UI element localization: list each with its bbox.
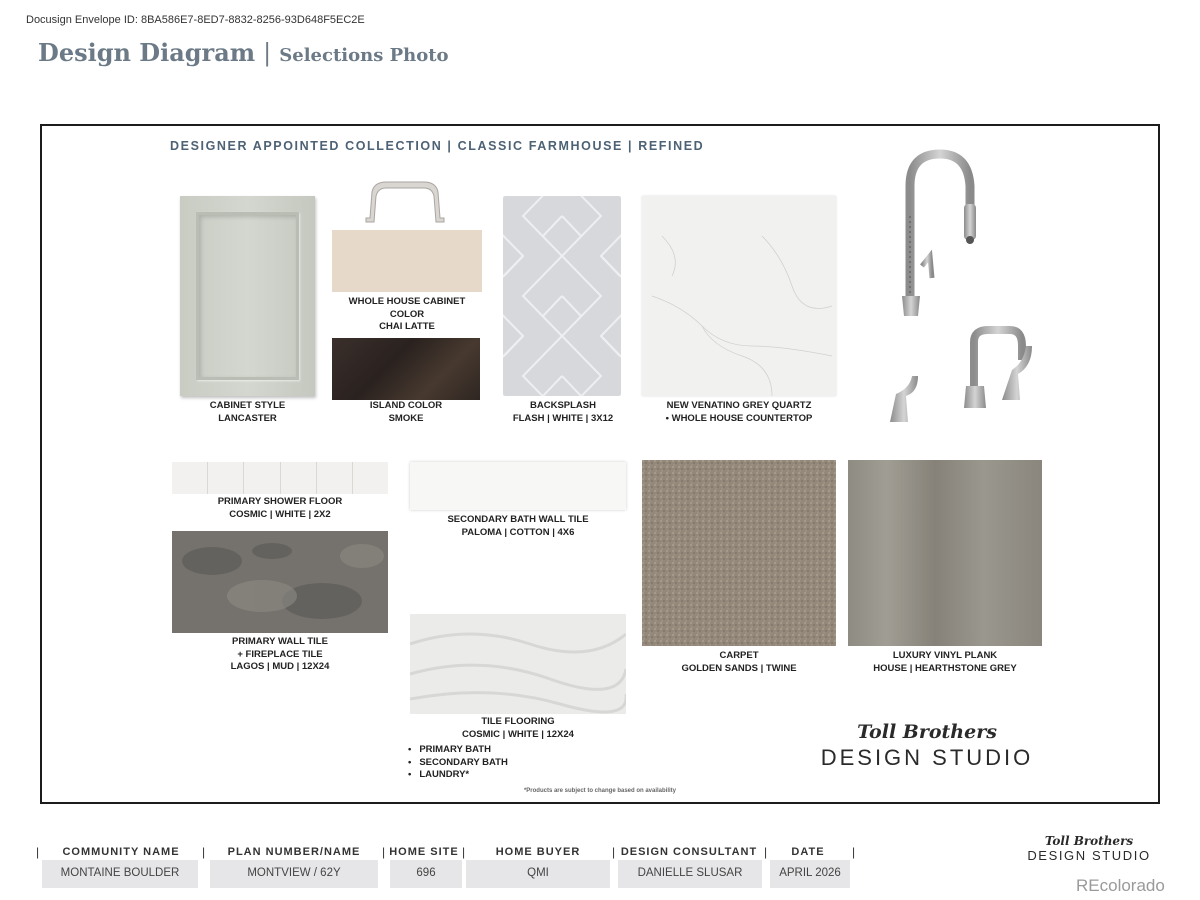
primary-wall-line: LAGOS | MUD | 12X24 [230,661,330,672]
lvp-caption [838,650,1052,675]
date-label: DATE [791,846,825,858]
divider: | [462,845,466,859]
cabinet-style-line: LANCASTER [218,412,277,424]
primary-wall-line: PRIMARY WALL TILE [232,636,328,647]
plan-label: PLAN NUMBER/NAME [227,846,361,858]
lvp-line: LUXURY VINYL PLANK [892,650,998,661]
carpet-line: GOLDEN SANDS | TWINE [681,662,797,674]
secondary-wall-swatch [410,462,626,510]
disclaimer: *Products are subject to change based on availability [523,788,677,794]
plan-value: MONTVIEW / 62Y [210,860,378,888]
logo-studio: DESIGN STUDIO [820,745,1034,770]
title-text: Design Diagram [38,38,256,67]
cabinet-color-line: CHAI LATTE [379,321,435,332]
tile-flooring-rooms [408,744,508,782]
footer-logo [1010,834,1168,863]
quartz-line: NEW VENATINO GREY QUARTZ [666,400,812,411]
divider: | [202,845,206,859]
footer-logo-studio: DESIGN STUDIO [1027,848,1151,863]
cabinet-style-caption [180,400,315,425]
cabinet-pull-icon [360,178,450,228]
logo-brand: Toll Brothers [857,721,997,743]
footer-logo-brand: Toll Brothers [1044,834,1134,848]
shower-floor-line: PRIMARY SHOWER FLOOR [217,496,343,507]
island-color-line: SMOKE [388,412,424,424]
design-studio-logo [812,721,1042,771]
envelope-id: Docusign Envelope ID: 8BA586E7-8ED7-8832-8256-93D648F5EC2E [26,14,365,26]
carpet-swatch [642,460,836,646]
watermark: REcolorado [1076,876,1165,895]
backsplash-line: FLASH | WHITE | 3X12 [512,412,614,424]
list-item: • PRIMARY BATH [408,744,508,757]
cabinet-color-line: COLOR [389,308,425,320]
cabinet-style-line: CABINET STYLE [209,400,286,411]
community-name-value: MONTAINE BOULDER [42,860,198,888]
quartz-swatch [642,196,836,396]
community-name-label: COMMUNITY NAME [62,846,180,858]
tile-flooring-caption [410,716,626,741]
shower-floor-line: COSMIC | WHITE | 2X2 [229,508,331,520]
island-smoke-swatch [332,338,480,400]
tile-flooring-swatch [410,614,626,714]
carpet-line: CARPET [719,650,759,661]
shower-floor-caption [172,496,388,521]
backsplash-caption [488,400,638,425]
title-separator: | [263,39,272,67]
quartz-caption [638,400,840,425]
backsplash-swatch [503,196,621,396]
list-item: • SECONDARY BATH [408,757,508,770]
lvp-line: HOUSE | HEARTHSTONE GREY [873,662,1017,674]
primary-wall-line: + FIREPLACE TILE [237,648,323,660]
faucet-icon [882,146,1042,436]
selections-board [40,124,1160,804]
consultant-value: DANIELLE SLUSAR [618,860,762,888]
secondary-wall-caption [410,514,626,539]
divider: | [852,845,856,859]
divider: | [612,845,616,859]
chai-latte-swatch [332,230,482,292]
secondary-wall-line: PALOMA | COTTON | 4X6 [461,526,575,538]
title-subtitle: Selections Photo [279,45,449,66]
home-buyer-label: HOME BUYER [495,846,581,858]
carpet-caption [642,650,836,675]
cabinet-door-swatch [180,196,315,396]
backsplash-line: BACKSPLASH [530,400,596,411]
home-site-value: 696 [390,860,462,888]
tile-flooring-line: COSMIC | WHITE | 12X24 [462,728,574,740]
cabinet-door-frame [196,212,299,380]
cabinet-color-caption [332,296,482,334]
lvp-swatch [848,460,1042,646]
page-title [38,38,449,67]
shower-floor-swatch [172,462,388,494]
divider: | [764,845,768,859]
tile-flooring-line: TILE FLOORING [481,716,555,727]
date-value: APRIL 2026 [770,860,850,888]
island-color-line: ISLAND COLOR [369,400,443,411]
quartz-line: • WHOLE HOUSE COUNTERTOP [665,412,813,424]
wall-tile-swatch [172,531,388,633]
collection-title: DESIGNER APPOINTED COLLECTION | CLASSIC FARMHOUSE | REFINED [170,139,705,153]
primary-wall-caption [172,636,388,674]
home-buyer-value: QMI [466,860,610,888]
secondary-wall-line: SECONDARY BATH WALL TILE [447,514,589,525]
home-site-label: HOME SITE [389,846,459,858]
divider: | [36,845,40,859]
divider: | [382,845,386,859]
list-item: • LAUNDRY* [408,769,508,782]
cabinet-color-line: WHOLE HOUSE CABINET [348,296,466,307]
consultant-label: DESIGN CONSULTANT [620,846,758,858]
island-color-caption [332,400,480,425]
